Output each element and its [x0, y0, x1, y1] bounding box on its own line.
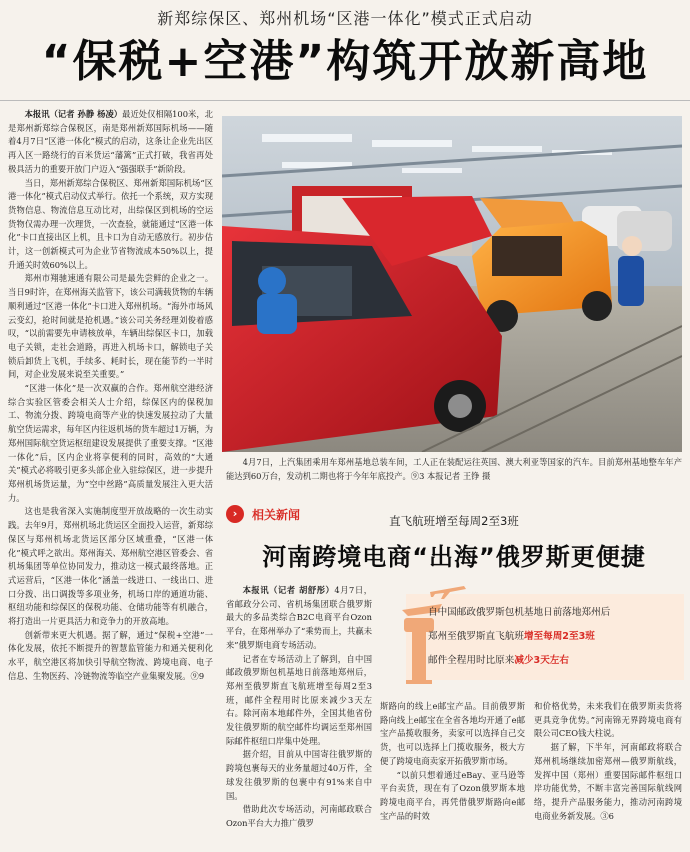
related-article-col-3 [534, 700, 682, 848]
related-news-label: 相关新闻 [252, 507, 301, 522]
top-divider [0, 100, 690, 101]
byline: 本报讯（记者 胡舒彤） [242, 585, 335, 595]
paragraph: 创新带来更大机遇。据了解，通过“保税+空港”一体化发展，依托不断提升的智慧监管能力和通关便利化水平，航空港区将加快引导航空物流、跨境电商、电子信息、生物医药、冷链物流等临空产业集聚发展。⑨9 [8, 629, 213, 681]
byline: 本报讯（记者 孙静 杨凌） [24, 109, 123, 119]
paragraph: 这也是我省深入实施制度型开放战略的一次生动实践。去年9月，郑州机场北货运区全面投入运营，新郑综保区与郑州机场北货运区部分区域重叠，“区港一体化”模式呼之欲出。郑州海关、郑州航空港区管委会、省机场集团等单位协同发力，推动这一模式最终落地。正式运营后，“区港一体化”涵盖一线进口、一线出口、进口分拨、出口调拨等多项业务，机场口岸的通道功能、枢纽功能和综保区的保税功能、仓储功能等有机融合，将打造出一片更具活力和竞争力的开放高地。 [8, 506, 213, 627]
paragraph: “区港一体化”是一次双赢的合作。郑州航空港经济综合实验区管委会相关人士介绍，综保区内的保税加工、物流分拨、跨境电商等产业的快速发展拉动了大量航空货运需求，每年区内往返机场的货车超过1万辆，为郑州国际航空货运枢纽建设发展提供了重要支撑。“区港一体化”后，区内企业将享便利的同时，高效的“大通关”模式必将吸引更多头部企业入驻综保区，进一步提升郑州机场货运量，为“空中丝路”高质量发展注入更大活力。 [8, 383, 213, 503]
photo-caption: 4月7日，上汽集团乘用车郑州基地总装车间，工人正在装配运往英国、澳大利亚等国家的汽车。目前郑州基地整车年产能达到60万台，发动机二期也将于今年年底投产。⑨3 本报记者 王铮 摄 [226, 457, 682, 481]
chevron-right-icon: › [226, 505, 244, 523]
paragraph: 和价格优势，未来我们在俄罗斯卖货将更具竞争优势。”河南锦无界跨境电商有限公司CEO钱大柱说。 [534, 701, 682, 739]
paragraph: 借助此次专场活动，河南邮政联合Ozon平台大力推广俄罗 [226, 804, 372, 828]
related-headline: 河南跨境电商“出海”俄罗斯更便捷 [262, 543, 646, 571]
related-subhead: 直飞航班增至每周2至3班 [389, 514, 519, 528]
paragraph: 本报讯（记者 胡舒彤）4月7日，省邮政分公司、省机场集团联合俄罗斯最大的多品类综合B2C电商平台Ozon平台，在郑州举办了“乘势而上，共赢未来”俄罗斯电商专场活动。 [226, 585, 372, 650]
related-article-col-2 [380, 700, 525, 848]
paragraph: 据了解，下半年，河南邮政将联合郑州机场继续加密郑州—俄罗斯航线，发挥中国（郑州）重要国际邮件枢纽口岸功能优势，不断丰富完善国际航线网络，提升产品服务能力，推动河南跨境电商业务新发展。③6 [534, 742, 682, 821]
paragraph: 郑州市翔驰速通有限公司是最先尝鲜的企业之一。当日9时许，在郑州海关监管下，该公司满载货物的车辆顺利通过“区港一体化”卡口进入郑州机场。“海外市场风云变幻，抢时间就是抢机遇。”该公司关务经理刘俊着感叹，“以前需要先申请核放单，车辆出综保区卡口，加载电子关锁，走社会道路，再进入机场卡口，解锁电子关锁后卸货上飞机，手续多、耗时长，现在能节约一半时间，对企业发展来说至关重要。” [8, 273, 213, 380]
article-subhead: 新郑综保区、郑州机场“区港一体化”模式正式启动 [157, 9, 533, 28]
main-article-body [8, 108, 213, 848]
paragraph: 本报讯（记者 孙静 杨凌）最近处仅相隔100米，北是郑州新郑综合保税区，南是郑州新郑国际机场——随着4月7日“区港一体化”模式的启动，这条让企业先出区再入区一路绕行的百米货运“藩篱”正式打破，我省再处极具活力的重要开放门户迈入“强强联手”新阶段。 [8, 109, 213, 174]
article-headline: “保税+空港”构筑开放新高地 [41, 36, 649, 87]
paragraph: 斯路向的线上e邮宝产品。目前俄罗斯路向线上e邮宝在全省各地均开通了e邮宝产品揽收服务，卖家可以选择自己交货，也可以选择上门揽收服务，极大方便了跨境电商卖家开拓俄罗斯市场。 [380, 701, 525, 766]
info-graphic [384, 584, 684, 684]
paragraph: 据介绍，目前从中国寄往俄罗斯的跨境包裹每天的业务量超过40万件，全球发往俄罗斯的包裹中有91%来自中国。 [226, 749, 372, 801]
info-line-2: 郑州至俄罗斯直飞航班增至每周2至3班 [428, 631, 595, 642]
related-article-col-1 [226, 584, 372, 848]
factory-assembly-photo [222, 116, 682, 452]
info-line-1: 自中国邮政俄罗斯包机基地日前落地郑州后 [428, 607, 611, 618]
airplane-icon [428, 580, 468, 600]
paragraph: 记者在专场活动上了解到，自中国邮政俄罗斯包机基地日前落地郑州后，郑州至俄罗斯直飞航班增至每周2至3班，邮件全程用时比原来减少3天左右。除河南本地邮件外，全国其他省份发往俄罗斯的航空邮件均调运至郑州国际邮件枢纽口岸集中处理。 [226, 653, 372, 746]
paragraph: 当日，郑州新郑综合保税区、郑州新郑国际机场“区港一体化”模式启动仪式举行。依托一个系统，双方实现货物信息、物流信息互动比对，出综保区到机场的空运货物仅需办理一次理货，一次查验，就能通过“区港一体化”卡口直接出区上机，且卡口为自动无感放行。初步估计，这一创新模式可为企业节省物流成本50%以上，提升通关时效60%以上。 [8, 177, 213, 270]
info-line-3: 邮件全程用时比原来减少3天左右 [428, 655, 569, 666]
factory-scene [222, 116, 682, 452]
paragraph: “以前只想着通过eBay、亚马逊等平台卖货，现在有了Ozon俄罗斯本地跨境电商平台，再凭借俄罗斯路向e邮宝产品的时效 [380, 769, 525, 821]
